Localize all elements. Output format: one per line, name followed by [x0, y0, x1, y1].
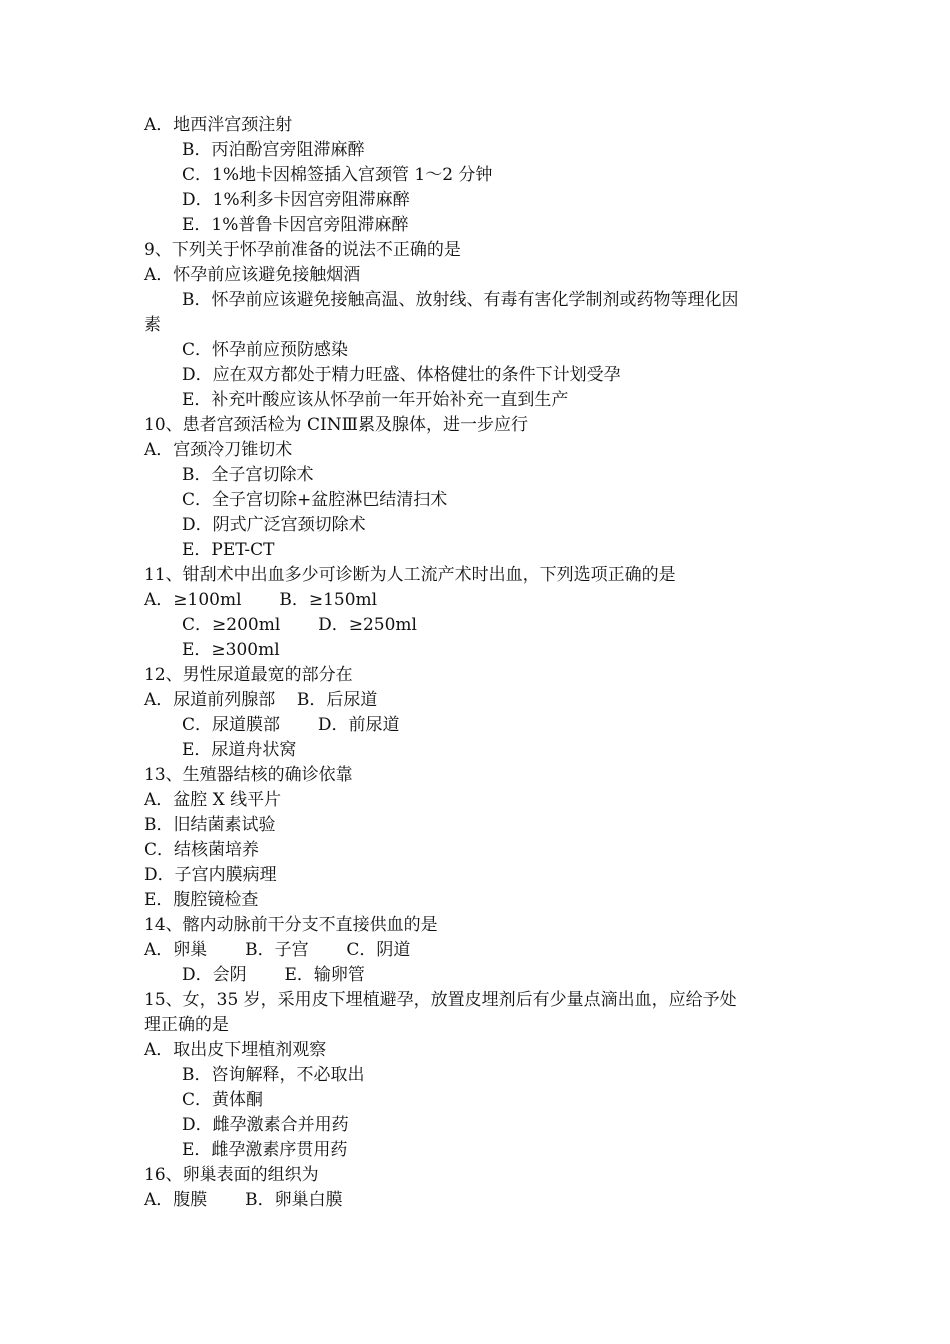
option-line: A．尿道前列腺部 B．后尿道 — [144, 690, 378, 710]
option-line: D．会阴 E．输卵管 — [182, 965, 365, 985]
question-line: 13、生殖器结核的确诊依靠 — [144, 765, 353, 785]
option-line: B．全子宫切除术 — [182, 465, 314, 485]
option-line: B．旧结菌素试验 — [144, 815, 276, 835]
option-line: A．腹膜 B．卵巢白膜 — [144, 1190, 343, 1210]
option-line: D．应在双方都处于精力旺盛、体格健壮的条件下计划受孕 — [182, 365, 621, 385]
option-line: D．子宫内膜病理 — [144, 865, 277, 885]
option-line: C．尿道膜部 D．前尿道 — [182, 715, 400, 735]
option-line: A．盆腔 X 线平片 — [144, 790, 282, 810]
question-line: 10、患者宫颈活检为 CINⅢ累及腺体，进一步应行 — [144, 415, 529, 435]
option-line: E．雌孕激素序贯用药 — [182, 1140, 348, 1160]
option-line: E．1%普鲁卡因宫旁阻滞麻醉 — [182, 215, 409, 235]
option-line: D．雌孕激素合并用药 — [182, 1115, 349, 1135]
option-line: D．阴式广泛宫颈切除术 — [182, 515, 366, 535]
option-line: C．1%地卡因棉签插入宫颈管 1～2 分钟 — [182, 165, 493, 185]
option-line: A．取出皮下埋植剂观察 — [144, 1040, 327, 1060]
question-line: 14、髂内动脉前干分支不直接供血的是 — [144, 915, 438, 935]
option-line: E．尿道舟状窝 — [182, 740, 297, 760]
option-line: A．卵巢 B．子宫 C．阴道 — [144, 940, 411, 960]
option-line: C．黄体酮 — [182, 1090, 264, 1110]
option-line: B．咨询解释，不必取出 — [182, 1065, 365, 1085]
option-line: C．≥200ml D．≥250ml — [182, 615, 417, 635]
option-line: A．地西泮宫颈注射 — [144, 115, 293, 135]
option-line: E．补充叶酸应该从怀孕前一年开始补充一直到生产 — [182, 390, 569, 410]
question-line: 16、卵巢表面的组织为 — [144, 1165, 319, 1185]
question-line: 12、男性尿道最宽的部分在 — [144, 665, 353, 685]
option-line: B．怀孕前应该避免接触高温、放射线、有毒有害化学制剂或药物等理化因 — [182, 290, 739, 310]
question-line: 9、下列关于怀孕前准备的说法不正确的是 — [144, 240, 461, 260]
option-line: E．≥300ml — [182, 640, 280, 660]
option-line: B．丙泊酚宫旁阻滞麻醉 — [182, 140, 365, 160]
option-line: A．怀孕前应该避免接触烟酒 — [144, 265, 361, 285]
option-line: A．≥100ml B．≥150ml — [144, 590, 378, 610]
option-line-continuation: 素 — [144, 315, 161, 335]
option-line: C．全子宫切除+盆腔淋巴结清扫术 — [182, 490, 448, 510]
question-line: 11、钳刮术中出血多少可诊断为人工流产术时出血，下列选项正确的是 — [144, 565, 676, 585]
option-line: E．PET-CT — [182, 540, 275, 560]
option-line: C．结核菌培养 — [144, 840, 260, 860]
option-line: A．宫颈冷刀锥切术 — [144, 440, 293, 460]
option-line: C．怀孕前应预防感染 — [182, 340, 349, 360]
question-line-continuation: 理正确的是 — [144, 1015, 229, 1035]
option-line: D．1%利多卡因宫旁阻滞麻醉 — [182, 190, 410, 210]
question-line: 15、女，35 岁，采用皮下埋植避孕，放置皮埋剂后有少量点滴出血，应给予处 — [144, 990, 737, 1010]
option-line: E．腹腔镜检查 — [144, 890, 259, 910]
